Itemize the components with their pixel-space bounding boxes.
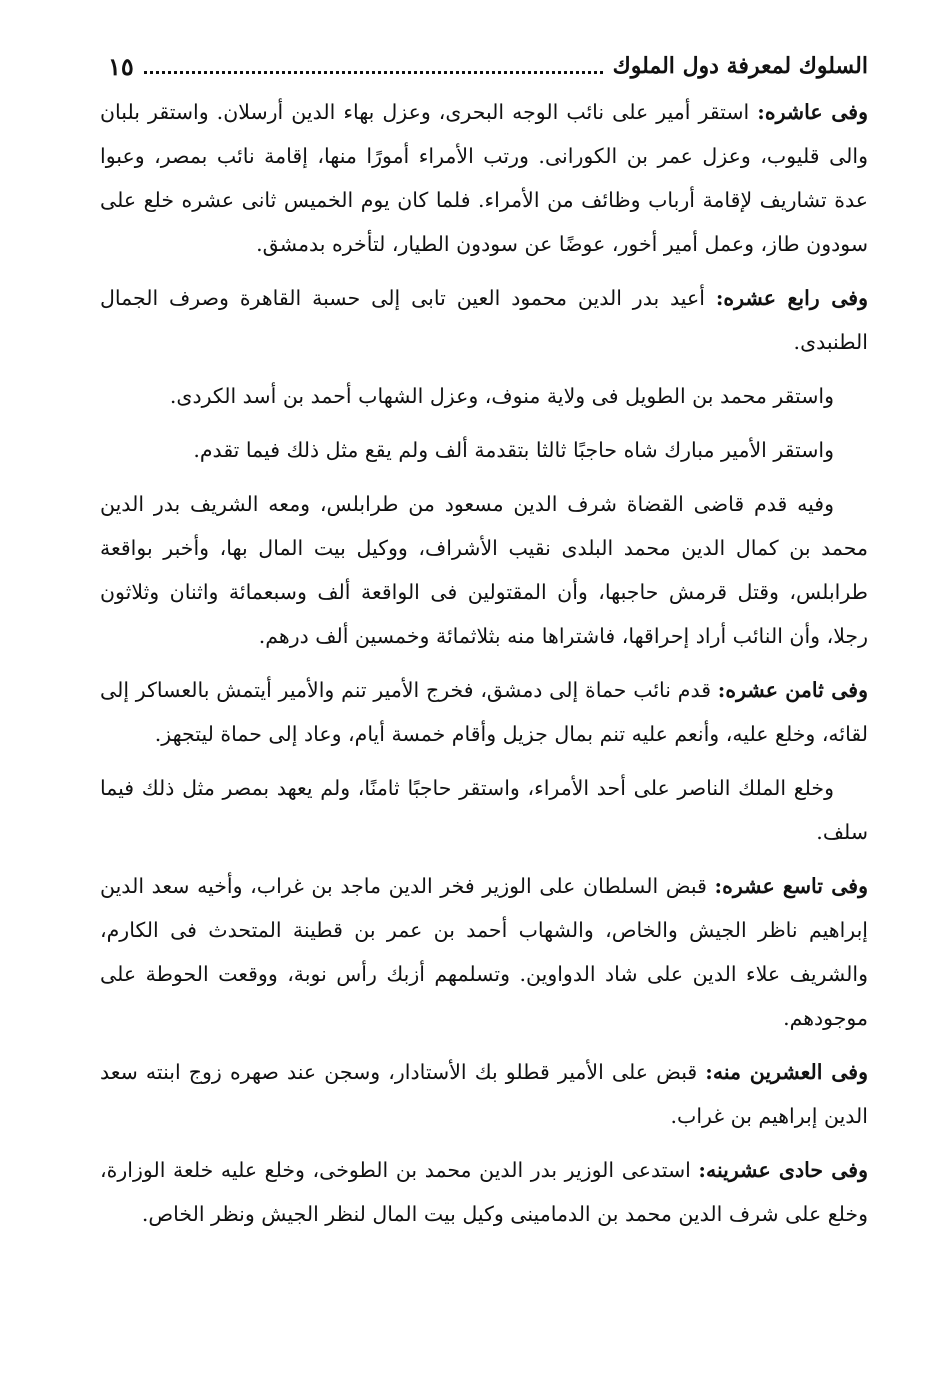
paragraph-text: واستقر محمد بن الطويل فى ولاية منوف، وعزل الشهاب أحمد بن أسد الكردى. bbox=[169, 384, 834, 408]
paragraph-lead: وفى عاشره: bbox=[757, 100, 868, 124]
paragraph-text: قدم نائب حماة إلى دمشق، فخرج الأمير تنم والأمير أيتمش بالعساكر إلى لقائه، وخلع عليه، وأنعم عليه تنم بمال جزيل وأقام خمسة أيام، وعاد إلى حماة ليتجهز. bbox=[100, 678, 868, 746]
page-body bbox=[100, 90, 868, 1246]
paragraph-lead: وفى رابع عشره: bbox=[715, 286, 868, 310]
paragraph-lead: وفى العشرين منه: bbox=[705, 1060, 869, 1084]
paragraph-text: قبض السلطان على الوزير فخر الدين ماجد بن غراب، وأخيه سعد الدين إبراهيم ناظر الجيش والخاص، والشهاب أحمد بن عمر بن قطينة المتحدث فى الكارم، والشريف علاء الدين على شاد الدواوين. وتسلمهم أزبك رأس نوبة، ووقعت الحوطة على موجودهم. bbox=[100, 874, 868, 1030]
paragraph bbox=[100, 276, 868, 364]
paragraph-lead: وفى ثامن عشره: bbox=[717, 678, 868, 702]
paragraph-text: واستقر الأمير مبارك شاه حاجبًا ثالثا بتقدمة ألف ولم يقع مثل ذلك فيما تقدم. bbox=[193, 438, 834, 462]
dot-leader bbox=[144, 71, 603, 74]
paragraph bbox=[100, 864, 868, 1040]
paragraph-text: استدعى الوزير بدر الدين محمد بن الطوخى، وخلع عليه خلعة الوزارة، وخلع على شرف الدين محمد بن الدمامينى وكيل بيت المال لنظر الجيش ونظر الخاص. bbox=[100, 1158, 868, 1226]
paragraph bbox=[100, 1148, 868, 1236]
paragraph-text: قبض على الأمير قطلو بك الأستادار، وسجن عند صهره زوج ابنته سعد الدين إبراهيم بن غراب. bbox=[100, 1060, 868, 1128]
page-number: ١٥ bbox=[108, 51, 134, 81]
paragraph-lead: وفى تاسع عشره: bbox=[714, 874, 868, 898]
page-header bbox=[108, 46, 868, 86]
paragraph-text: استقر أمير على نائب الوجه البحرى، وعزل بهاء الدين أرسلان. واستقر بلبان والى قليوب، وعزل عمر بن الكورانى. ورتب الأمراء أمورًا منها، إقامة نائب بمصر، وعبوا عدة تشاريف لإقامة أرباب وظائف من الأمراء. فلما كان يوم الخميس ثانى عشره خلع على سودون طاز، وعمل أمير أخور، عوضًا عن سودون الطيار، لتأخره بدمشق. bbox=[100, 100, 868, 256]
paragraph bbox=[100, 1050, 868, 1138]
paragraph bbox=[100, 428, 868, 472]
paragraph-text: أعيد بدر الدين محمود العين تابى إلى حسبة القاهرة وصرف الجمال الطنبدى. bbox=[100, 286, 868, 354]
paragraph bbox=[100, 374, 868, 418]
paragraph-text: وفيه قدم قاضى القضاة شرف الدين مسعود من طرابلس، ومعه الشريف بدر الدين محمد بن كمال الدين محمد البلدى نقيب الأشراف، ووكيل بيت المال بها، وأخبر بواقعة طرابلس، وقتل قرمش حاجبها، وأن المقتولين فى الواقعة ألف وسبعمائة واثنان وثلاثون رجلا، وأن النائب أراد إحراقها، فاشتراها منه بثلاثمائة وخمسين ألف درهم. bbox=[100, 492, 868, 648]
paragraph bbox=[100, 90, 868, 266]
paragraph bbox=[100, 766, 868, 854]
running-title: السلوك لمعرفة دول الملوك bbox=[612, 53, 868, 79]
paragraph bbox=[100, 482, 868, 658]
paragraph-lead: وفى حادى عشرينه: bbox=[698, 1158, 868, 1182]
paragraph-text: وخلع الملك الناصر على أحد الأمراء، واستقر حاجبًا ثامنًا، ولم يعهد بمصر مثل ذلك فيما سلف. bbox=[100, 776, 868, 844]
paragraph bbox=[100, 668, 868, 756]
